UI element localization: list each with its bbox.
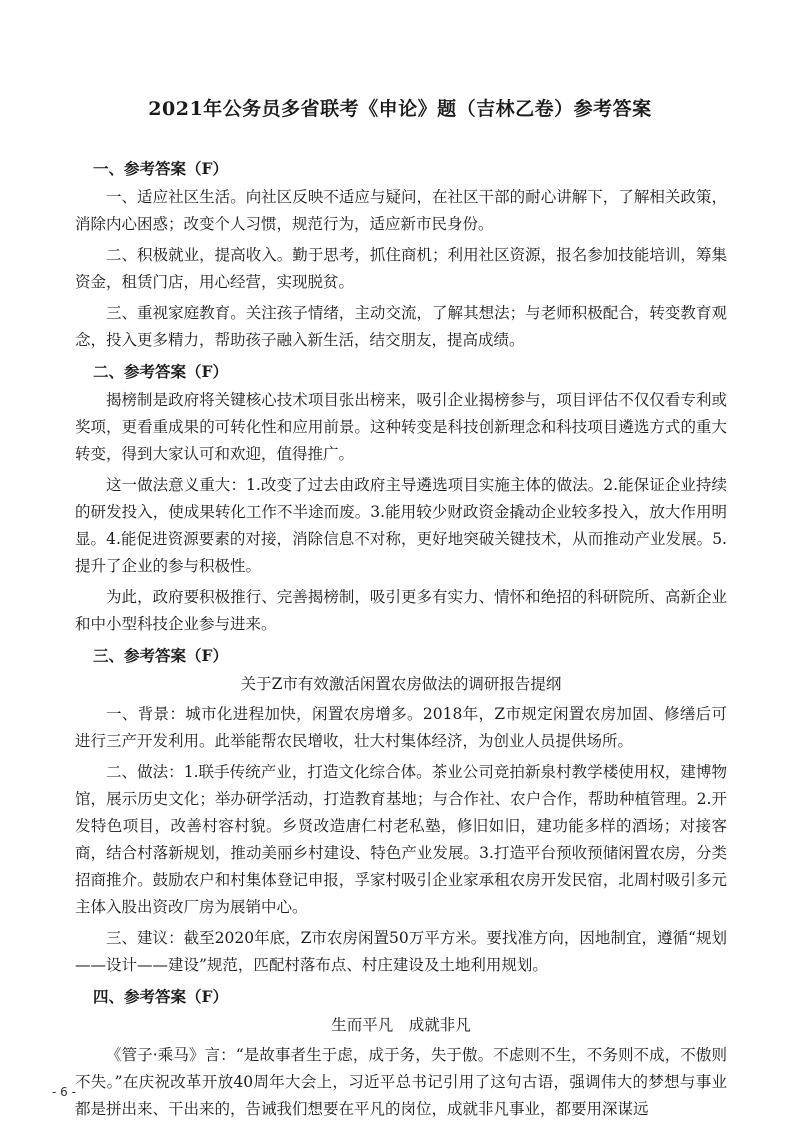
paragraph: 二、积极就业，提高收入。勤于思考，抓住商机；利用社区资源，报名参加技能培训，筹集资金，租赁门店，用心经营，实现脱贫。 bbox=[75, 246, 727, 291]
paragraph: 为此，政府要积极推行、完善揭榜制，吸引更多有实力、情怀和绝招的科研院所、高新企业和中小型科技企业参与进来。 bbox=[75, 588, 727, 633]
section-heading: 一、参考答案（F） bbox=[93, 159, 229, 178]
section-heading: 二、参考答案（F） bbox=[93, 362, 229, 381]
document-body bbox=[75, 155, 727, 1127]
paragraph: 这一做法意义重大：1.改变了过去由政府主导遴选项目实施主体的做法。2.能保证企业持续的研发投入，使成果转化工作不半途而废。3.能用较少财政资金撬动企业较多投入，放大作用明显。4.能促进资源要素的对接，消除信息不对称，更好地突破关键技术，从而推动产业发展。5.提升了企业的参与积极性。 bbox=[75, 476, 727, 575]
paragraph: 三、建议：截至2020年底，Z市农房闲置50万平方米。要找准方向，因地制宜，遵循“规划——设计——建设”规范，匹配村落布点、村庄建设及土地利用规划。 bbox=[75, 929, 727, 974]
paragraph: 《管子·乘马》言：“是故事者生于虑，成于务，失于傲。不虑则不生，不务则不成，不傲则不失。”在庆祝改革开放40周年大会上，习近平总书记引用了这句古语，强调伟大的梦想与事业都是拼出来、干出来的，告诫我们想要在平凡的岗位，成就非凡事业，都要用深谋远 bbox=[75, 1046, 727, 1118]
paragraph: 二、做法：1.联手传统产业，打造文化综合体。茶业公司竞拍新泉村教学楼使用权，建博物馆，展示历史文化；举办研学活动，打造教育基地；与合作社、农户合作，帮助种植管理。2.开发特色项目，改善村容村貌。乡贤改造唐仁村老私塾，修旧如旧，建功能多样的酒场；对接客商，结合村落新规划，推动美丽乡村建设、特色产业发展。3.打造平台预收预储闲置农房，分类招商推介。鼓励农户和村集体登记申报，孚家村吸引企业家承租农房开发民宿，北周村吸引多元主体入股出资改厂房为展销中心。 bbox=[75, 763, 727, 916]
section-heading: 三、参考答案（F） bbox=[93, 646, 229, 665]
report-title: 关于Z市有效激活闲置农房做法的调研报告提纲 bbox=[240, 675, 562, 693]
paragraph: 揭榜制是政府将关键核心技术项目张出榜来，吸引企业揭榜参与，项目评估不仅仅看专利或奖项，更看重成果的可转化性和应用前景。这种转变是科技创新理念和科技项目遴选方式的重大转变，得到大家认可和欢迎，值得推广。 bbox=[75, 391, 727, 463]
document-title: 2021年公务员多省联考《申论》题（吉林乙卷）参考答案 bbox=[148, 98, 652, 120]
section-heading: 四、参考答案（F） bbox=[93, 987, 229, 1006]
paragraph: 一、背景：城市化进程加快，闲置农房增多。2018年，Z市规定闲置农房加固、修缮后可进行三产开发利用。此举能帮农民增收，壮大村集体经济，为创业人员提供场所。 bbox=[75, 705, 727, 750]
page-number: - 6 - bbox=[52, 1085, 76, 1099]
paragraph: 一、适应社区生活。向社区反映不适应与疑问，在社区干部的耐心讲解下，了解相关政策，消除内心困惑；改变个人习惯，规范行为，适应新市民身份。 bbox=[75, 188, 727, 233]
essay-title: 生而平凡 成就非凡 bbox=[331, 1016, 471, 1034]
paragraph: 三、重视家庭教育。关注孩子情绪，主动交流，了解其想法；与老师积极配合，转变教育观念，投入更多精力，帮助孩子融入新生活，结交朋友，提高成绩。 bbox=[75, 304, 727, 349]
